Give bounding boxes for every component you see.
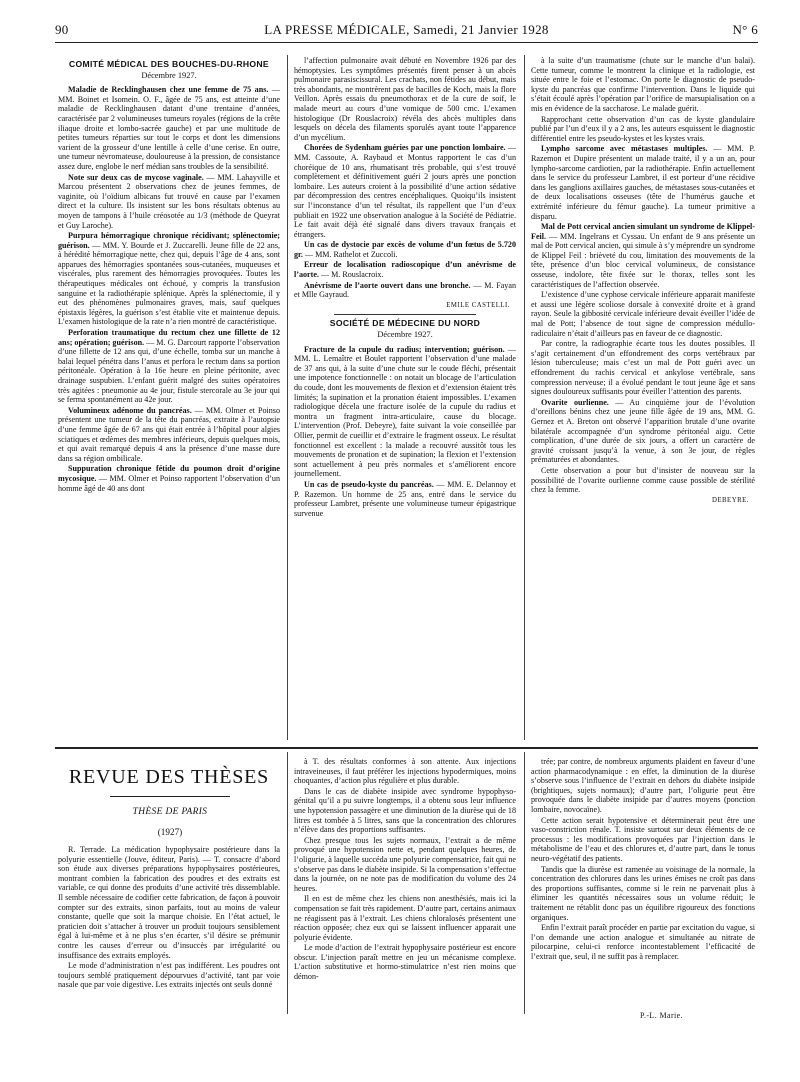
article-entry [294, 345, 516, 479]
revue-title: REVUE DES THÈSES [68, 766, 270, 788]
section-heading: COMITÉ MÉDICAL DES BOUCHES-DU-RHONE [69, 59, 269, 69]
article-text: — Au cinquième jour de l’évolution d’oreillons bénins chez une jeune fille âgée de 19 ans, MM. G. Gernez et A. Breton ont observé l’apparition brutale d’une ovarite bilatérale accompagnée d’un syndrome péritonéal aigu. Cette complication, d’une durée de six jours, a offert un caractère de gravité croissant jusqu’à la venue, à son 3e jour, de règles prématurées et abondantes. [531, 397, 755, 465]
article-title: Fracture de la cupule du radius; intervention; guérison. [304, 344, 505, 354]
article-text: — MM. Cassoute, A. Raybaud et Montus rapportent le cas d’un choréique de 10 ans, rhumatisant très probable, qui s’est trouvé complètement et définitivement guéri 2 jours après une ponction lombaire. Les auteurs croient à la possibilité d’une action sédative par décompression des centres encéphaliques. Quoiqu’ils insistent sur l’inconstance d’un tel résultat, ils rappellent que l’un d’eux publiait en 1922 une observation analogue à la Société de Pédiatrie. Le fait avait déjà été signalé dans divers travaux français et étrangers. [294, 143, 516, 239]
section-rule [334, 314, 476, 315]
article-title: Perforation traumatique du rectum chez une fillette de 12 ans; opération; guérison. [58, 328, 280, 347]
title-rule [110, 796, 230, 797]
article-text: — M. Fayan et Mlle Gayraud. [294, 280, 516, 300]
page-number: 90 [55, 22, 69, 37]
article-text: L’existence d’une cyphose cervicale inférieure apparait manifeste et aussi une légère scoliose dorsale à convexité droite et à grand rayon. Seule la gibbosité cervicale inférieure devait éveiller l’idée de mal de Pott; l’absence de tout signe de compression médullo-radiculaire n’était d’ailleurs pas en faveur de ce diagnostic. [531, 290, 755, 338]
article-text: — M. G. Darcourt rapporte l’observation d’une fillette de 12 ans qui, d’une échelle, tomba sur un manche à balai lequel pénétra dans l’anus et perfora le rectum dans sa portion péritonéale. Opération à la 16e heure en pleine péritonite, avec drainage suspubien. L’enfant guérit malgré des suites opératoires très agitées : pneumonie au 4e jour, fistule stercorale au 3e jour qui se ferma spontanément au 42e jour. [58, 337, 280, 405]
article-title: Lympho sarcome avec métastases multiples. [541, 144, 708, 154]
signature: DEBEYRE. [711, 496, 749, 504]
article-entry [531, 398, 755, 465]
article-title: Mal de Pott cervical ancien simulant un syndrome de Klippel-Feil. [531, 222, 755, 241]
revue-column-2 [294, 757, 516, 1015]
paragraph: Rapprochant cette observation d’un cas de kyste glandulaire publié par l’un d’eux il y a 2 ans, les auteurs esquissent le diagnostic différentiel entre les pseudo-kystes et les kystes vrais. [531, 114, 755, 143]
section-separator [55, 747, 758, 749]
continued-paragraph: l’affection pulmonaire avait débuté en Novembre 1926 par des hémoptysies. Les symptômes présentés firent penser à un abcès pulmonaire parasiscissural. Les crachats, non fétides au début, mais très abondants, ne montrèrent pas de bacilles de Koch, mais la flore Veillon. Après essais du pneumothorax et de la cure de soif, le malade meurt au cours d’une vomique de 500 cmc. L’examen histologique (Dr Rouslacroix) révéla des abcès multiples dans lesquels on décela des filaments sporulés ayant toute l’apparence d’un mycélium. [294, 56, 516, 142]
article-entry [531, 290, 755, 338]
article-entry [294, 260, 516, 279]
revue-column-1 [58, 845, 280, 1017]
article-text: Cette observation a pour but d’insister de nouveau sur la possibilité de l’ovarite ourlienne comme cause possible de stérilité chez la femme. [531, 465, 755, 495]
paragraph: trée; par contre, de nombreux arguments plaident en faveur d’une action pharmacodynamique : en effet, la diminution de la diurèse s’observe sous l’influence de l’extrait en dehors du diabète insipide (brightiques, sujets normaux); d’autre part, l’oligurie peut être provoquée dans le diabète insipide par d’autres moyens (ponction lombaire, novocaïne). [531, 757, 755, 814]
running-title: LA PRESSE MÉDICALE, Samedi, 21 Janvier 1928 [264, 22, 549, 37]
these-subtitle: THÈSE DE PARIS [132, 807, 208, 817]
article-text: — MM. L. Lemaître et Boulet rapportent l’observation d’une malade de 37 ans qui, à la suite d’une chute sur le coude fléchi, présentait une impotence fonctionnelle : on notait un blocage de l’articulation du coude, dont les mouvements de flexion et d’extension étaient très limités; la supination et la pronation étaient impossibles. L’examen radiologique décela une fracture isolée de la cupule du radius et montra un fragment intra-articulaire, cause du blocage. L’intervention (Prof. Debeyre), faite suivant la voie conseillée par Ollier, permit de cueillir et d’extraire le fragment osseux. Le résultat fonctionnel est excellent : la malade a recouvré aussitôt tous les mouvements de pronation et de supination; la flexion et l’extension sont actuellement à peu près normales et s’améliorent encore journellement. [294, 344, 516, 479]
article-text: — MM. Boinet et Isomein. O. F., âgée de 75 ans, est atteinte d’une maladie de Recklinghausen datant d’une trentaine d’années, caractérisée par 2 volumineuses tumeurs royales (régions de la crête iliaque droite et lombo-sacrée gauche) et par une multitude de petites tumeurs réparties sur tout le corps et dont les dimensions varient de la grosseur d’une lentille à celle d’une cerise. En outre, une tumeur névromateuse, douloureuse à la pression, de consistance assez dure, englobe le nerf médian sans troubles de la sensibilité. [58, 85, 280, 171]
article-entry [58, 464, 280, 493]
article-title: Anévrisme de l’aorte ouvert dans une bronche. [304, 280, 471, 290]
article-title: Volumineux adénome du pancréas. [68, 405, 192, 415]
column-middle [294, 56, 516, 741]
article-entry [294, 240, 516, 259]
article-title: Un cas de pseudo-kyste du pancréas. [304, 479, 434, 489]
revue-column-3 [531, 757, 755, 1007]
continued-paragraph: à la suite d’un traumatisme (chute sur le manche d’un balai). Cette tumeur, comme le montrent la clinique et la radiologie, est située entre le foie et l’estomac. On porte le diagnostic de pseudo-kyste du pancréas que confirme l’intervention. Dans le liquide qui s’était écoulé après l’opération par l’orifice de marsupialisation on a mis en évidence de la saccharose. Le malade guérit. [531, 56, 755, 113]
article-entry [58, 173, 280, 231]
column-divider [287, 752, 288, 1014]
article-entry [294, 143, 516, 239]
paragraph: Le mode d’action de l’extrait hypophysaire postérieur est encore obscur. L’injection paraît mettre en jeu un mécanisme complexe. L’action substitutive et hormo-stimulatrice n’est rien moins que démon- [294, 943, 516, 982]
article-text: — MM. P. Razemon et Dupire présentent un malade traité, il y a un an, pour lympho-sarcome cardiotien, par la radiothérapie. Enfin actuellement dans le service du professeur Lambret, il est porteur d’une récidive dans les ganglions axillaires gauches, de métastases sous-cutanées et de deux localisations osseuses (tête de l’humérus gauche et extrémité inférieure du fémur gauche). La tumeur primitive a disparu. [531, 144, 755, 221]
column-right [531, 56, 755, 741]
paragraph: Dans le cas de diabète insipide avec syndrome hypophyso-génital qu’il a pu suivre longtemps, il a obtenu sous leur influence une hypotension passagère et une diminution de la diurèse qui de 18 litres est tombée à 5 litres, sans que la concentration des chlorures n’élève dans des proportions suffisantes. [294, 786, 516, 835]
article-title: Un cas de dystocie par excès de volume d’un fœtus de 5.720 gr. [294, 240, 516, 259]
article-text: — MM. Rathelot et Zuccoli. [302, 249, 398, 259]
paragraph: Il en est de même chez les chiens non anesthésiés, mais ici la compensation se fait très rapidement. D’autre part, certains animaux ne réagissent pas à l’extrait. Les chiens chloralosés présentent une réaction opposée; chez eux qui se laissent influencer apparait une polyurie évidente. [294, 894, 516, 942]
paragraph: Le mode d’administration n’est pas indifférent. Les poudres ont toujours semblé pratiquement dépourvues d’activité, tant par voie nasale que par voie digestive. Les extraits injectés ont seuls donné [58, 961, 280, 990]
article-entry [531, 339, 755, 397]
section-date: Décembre 1927. [377, 330, 433, 340]
article-title: Maladie de Recklinghausen chez une femme de 75 ans. [68, 85, 269, 95]
article-text: — M. Rouslacroix. [318, 270, 384, 280]
article-entry [294, 281, 516, 300]
these-year: (1927) [157, 827, 183, 837]
article-title: Purpura hémorragique chronique récidivant; splénectomie; guérison. [58, 231, 280, 250]
article-title: Ovarite ourlienne. [541, 397, 609, 407]
paragraph: à T. des résultats conformes à son attente. Aux injections intraveineuses, il faut préférer les injections hypodermiques, moins choquantes, d’action plus régulière et plus durable. [294, 757, 516, 786]
article-entry [531, 222, 755, 289]
article-title: Chorées de Sydenham guéries par une ponction lombaire. [304, 143, 506, 153]
paragraph: Enfin l’extrait paraît procéder en partie par excitation du vague, si l’on demande une action analogue et simultanée au nitrate de pilocarpine, celui-ci renforce incontestablement l’efficacité de l’extrait que, seul, il ne suffit pas à remplacer. [531, 923, 755, 961]
section-heading: SOCIÉTÉ DE MÉDECINE DU NORD [329, 318, 481, 329]
article-text: — MM. Ingelrans et Cyssau. Un enfant de 9 ans présente un mal de Pott cervical ancien, qui simule à s’y méprendre un syndrome de Klippel Feil : brièveté du cou, limitation des mouvements de la tête, présence d’un bloc cervical volumineux, de consistance osseuse, indolore, tête fixée sur le thorax, telles sont les caractéristiques de l’affection observée. [531, 231, 755, 289]
article-text: — MM. E. Delannoy et P. Razemon. Un homme de 25 ans, entré dans le service du professeur Lambret, présente une volumineuse tumeur épigastrique survenue [294, 479, 516, 518]
paragraph: Tandis que la diurèse est ramenée au voisinage de la normale, la concentration des chlorures dans les urines émises ne croît pas dans des proportions suffisantes, comme si le rein ne parvenait plus à éliminer les quantités nécessaires sous un volume réduit; le traitement ne rétablit donc pas un équilibre rigoureux des fonctions organiques. [531, 864, 755, 922]
article-text: Par contre, la radiographie écarte tous les doutes possibles. Il s’agit certainement d’un effondrement des corps vertébraux par lésion tuberculeuse; mais c’est un mal de Pott guéri avec un effondrement du rachis cervical et ankylose vertébrale, sans compression nerveuse; il a évolué pendant le tout jeune âge et sans signes douloureux suffisants pour éveiller l’attention des parents. [531, 339, 755, 397]
signature: EMILE CASTELLI. [446, 301, 510, 309]
section-date: Décembre 1927. [141, 70, 197, 80]
article-entry [531, 144, 755, 221]
page-header [55, 22, 758, 40]
article-entry [58, 406, 280, 464]
article-entry [58, 85, 280, 171]
article-title: Suppuration chronique fétide du poumon droit d’origine mycosique. [58, 464, 280, 483]
header-rule [55, 42, 758, 43]
article-text: — MM. Y. Bourde et J. Zuccarelli. Jeune fille de 22 ans, à hérédité hémorragique nette, chez qui, depuis l’âge de 4 ans, sont apparues des hémorragies spontanées sous-cutanées, muqueuses et viscérales, plus rarement des hémorragies provoquées. Toutes les thérapeutiques médicales ont échoué, y compris la transfusion sanguine et la radiothérapie splénique. Après la splénectomie, il y eut des phénomènes pulmonaires graves, mais, sauf quelques épistaxis légères, la guérison s’est établie vite et maintenue depuis. L’examen histologique de la rate n’a rien montré de caractéristique. [58, 240, 280, 327]
article-text: — MM. Lahayville et Marcou présentent 2 observations chez de jeunes femmes, de vaginite, où l’oïdium albicans fut trouvé en cause par l’examen direct et la culture. Ils insistent sur les bons résultats obtenus au moyen de tampons à l’huile créosotée au 1/3 (méthode de Queyrat et Guy Laroche). [58, 172, 280, 230]
paragraph: Chez presque tous les sujets normaux, l’extrait a de même provoqué une hypotension nette et, pendant quelques heures, de l’oligurie, à laquelle succéda une polyurie compensatrice, fait qui ne s’observe pas dans le diabète insipide. Si la compensation s’effectue dans la journée, on ne note pas de modification du volume des 24 heures. [294, 835, 516, 893]
article-entry [58, 231, 280, 327]
column-divider [524, 752, 525, 1014]
article-title: Note sur deux cas de mycose vaginale. [68, 172, 204, 182]
paragraph: Cette action serait hypotensive et déterminerait peut être une vaso-constriction rénale. T. insiste surtout sur deux éléments de ce processus : les modifications provoquées par l’injection dans le métabolisme de l’eau et des chlorures et, d’autre part, dans le tonus neuro-végétatif des patients. [531, 815, 755, 863]
column-left [58, 56, 280, 741]
article-text: — MM. Olmer et Poinso rapportent l’observation d’un homme âgé de 40 ans dont [58, 473, 280, 493]
article-text: — MM. Olmer et Poinso présentent une tumeur de la tête du pancréas, extraite à l’autopsie d’une femme âgée de 67 ans qui était entrée à l’hôpital pour algies sciatiques et œdèmes des membres inférieurs, depuis quelques mois, et qui avait remarqué depuis 4 ans la présence d’une masse dure dans sa région ombilicale. [58, 405, 280, 463]
article-entry [58, 328, 280, 405]
article-title: Erreur de localisation radioscopique d’un anévrisme de l’aorte. [294, 260, 516, 280]
column-divider [287, 55, 288, 740]
paragraph: R. Terrade. La médication hypophysaire postérieure dans la polyurie essentielle (Jouve, éditeur, Paris). — T. consacre d’abord son étude aux diverses préparations hypophysaires postérieures, montrant combien la fabrication des poudres et des extraits est variable, ce qui donne des produits d’une activité très dissemblable. Il semble nécessaire de codifier cette fabrication, de façon à pouvoir compter sur des extraits, sinon parfaits, tout au moins de valeur constante, quelle que soit la marque choisie. En l’état actuel, le praticien doit s’attacher à trouver un produit toujours sensiblement égal à lui-même et à ne plus s’en écarter, s’il désire se prémunir contre les causes d’erreur ou d’insuccès par irrégularité ou insuffisance des extraits employés. [58, 845, 280, 960]
article-entry [294, 480, 516, 518]
signature: P.-L. Marie. [640, 1011, 684, 1020]
article-entry [531, 466, 755, 495]
issue-number: N° 6 [732, 22, 758, 37]
column-divider [524, 55, 525, 740]
